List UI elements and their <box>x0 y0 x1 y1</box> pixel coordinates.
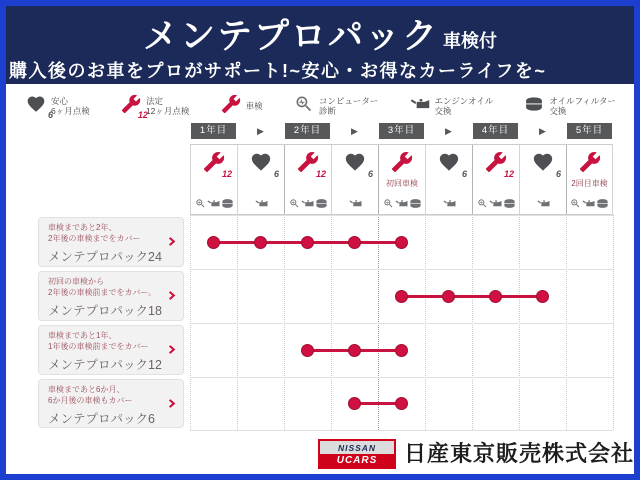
legend-item <box>294 94 379 119</box>
magnifier-icon <box>570 198 581 209</box>
grid-line-horizontal <box>190 269 613 270</box>
plan-description-line1: 車検まであと2年、 <box>48 223 117 232</box>
arrow-right-icon: ▶ <box>539 126 546 136</box>
grid-line-horizontal <box>190 323 613 324</box>
plan-description-line1: 車検まであと6か月、 <box>48 385 125 394</box>
oil-can-icon <box>349 197 362 210</box>
coverage-dot <box>348 344 361 357</box>
oil-can-icon <box>410 94 430 114</box>
oil-filter-icon <box>409 197 422 210</box>
oil-can-icon <box>537 197 550 210</box>
company-name: 日産東京販売株式会社 <box>404 441 634 466</box>
coverage-dot <box>442 290 455 303</box>
legend-item <box>524 94 616 119</box>
legend-item-label: 法定 12ヶ月点検 <box>145 95 190 116</box>
inspection-caption: 2回目車検 <box>571 179 608 188</box>
legend-item-label: オイルフィルター 交換 <box>549 95 616 116</box>
page <box>6 6 634 474</box>
service-icons-row <box>570 197 609 210</box>
magnifier-icon <box>294 94 314 114</box>
plan-name: メンテプロパック18 <box>48 303 162 318</box>
legend-bar <box>6 90 634 122</box>
ucars-logo-text: UCARS <box>320 454 394 467</box>
coverage-dot <box>395 236 408 249</box>
arrow-right-icon: ▶ <box>445 126 452 136</box>
oil-filter-icon <box>315 197 328 210</box>
oil-filter-icon <box>503 197 516 210</box>
year-tab: 4年目 <box>473 123 518 139</box>
oil-filter-icon <box>524 94 544 114</box>
chevron-right-icon <box>166 398 177 409</box>
icon-count-badge: 12 <box>315 169 326 179</box>
coverage-dot <box>536 290 549 303</box>
coverage-dot <box>395 290 408 303</box>
grid-line-horizontal <box>190 215 613 216</box>
plan-description-line2: 1年後の車検前までをカバー <box>48 341 149 351</box>
page-title: メンテプロパック <box>142 17 439 57</box>
plan-name: メンテプロパック6 <box>48 411 155 426</box>
oil-can-icon <box>255 197 268 210</box>
timeline-header-cells <box>190 144 613 215</box>
chevron-right-icon <box>166 344 177 355</box>
grid-line-horizontal <box>190 430 613 431</box>
arrow-right-icon: ▶ <box>351 126 358 136</box>
wrench-icon <box>391 151 413 173</box>
page-subtitle: 購入後のお車をプロがサポート!~安心・お得なカーライフを~ <box>9 61 547 81</box>
timeline-column-header <box>425 145 472 214</box>
oil-can-icon <box>395 197 408 210</box>
plan-description-line2: 2年後の車検前までをカバー。 <box>48 287 157 297</box>
plan-description-line2: 6か月後の車検もカバー <box>48 395 133 405</box>
oil-can-icon <box>489 197 502 210</box>
legend-item-label: 安心 6ヶ月点検 <box>51 95 90 116</box>
icon-count-badge: 12 <box>137 109 148 120</box>
legend-item <box>26 94 90 119</box>
year-tab: 3年目 <box>379 123 424 139</box>
timeline-column-header <box>566 145 613 214</box>
icon-count-badge: 6 <box>461 169 467 179</box>
timeline-column-header <box>190 145 237 214</box>
heart-icon <box>26 94 46 114</box>
magnifier-icon <box>383 198 394 209</box>
plan-description-line1: 初回の車検から <box>48 277 104 286</box>
heart-icon <box>344 151 366 173</box>
timeline-column-header <box>472 145 519 214</box>
nissan-ucars-logo <box>318 439 396 469</box>
plan-row-label[interactable] <box>38 271 184 321</box>
icon-count-badge: 6 <box>367 169 373 179</box>
coverage-line <box>402 295 543 298</box>
oil-filter-icon <box>596 197 609 210</box>
chevron-right-icon <box>166 236 177 247</box>
header-banner <box>6 6 634 84</box>
service-icons-row <box>349 197 362 210</box>
magnifier-icon <box>195 198 206 209</box>
oil-can-icon <box>207 197 220 210</box>
coverage-dot <box>254 236 267 249</box>
coverage-dot <box>207 236 220 249</box>
plan-row-label[interactable] <box>38 217 184 267</box>
service-icons-row <box>383 197 422 210</box>
chevron-right-icon <box>166 290 177 301</box>
legend-item <box>121 94 189 119</box>
service-icons-row <box>477 197 516 210</box>
year-tab: 1年目 <box>191 123 236 139</box>
heart-icon <box>250 151 272 173</box>
plan-name: メンテプロパック24 <box>48 249 162 264</box>
year-tab: 2年目 <box>285 123 330 139</box>
grid-line-horizontal <box>190 377 613 378</box>
arrow-right-icon: ▶ <box>257 126 264 136</box>
coverage-dot <box>395 344 408 357</box>
service-icons-row <box>195 197 234 210</box>
heart-icon <box>532 151 554 173</box>
year-tab: 5年目 <box>567 123 612 139</box>
plan-description-line2: 2年後の車検までをカバー <box>48 233 141 243</box>
oil-can-icon <box>301 197 314 210</box>
wrench-icon <box>221 94 241 114</box>
nissan-logo-text: NISSAN <box>320 441 394 454</box>
timeline-column-header <box>284 145 331 214</box>
service-icons-row <box>443 197 456 210</box>
plan-row-label[interactable] <box>38 379 184 428</box>
legend-item <box>410 94 494 119</box>
legend-item-label: 車検 <box>245 100 263 111</box>
coverage-dot <box>301 236 314 249</box>
coverage-dot <box>395 397 408 410</box>
legend-item <box>221 94 263 119</box>
service-icons-row <box>537 197 550 210</box>
timeline-column-header <box>237 145 284 214</box>
inspection-caption: 初回車検 <box>386 179 418 188</box>
coverage-dot <box>489 290 502 303</box>
icon-count-badge: 12 <box>503 169 514 179</box>
legend-item-label: エンジンオイル 交換 <box>434 95 494 116</box>
magnifier-icon <box>477 198 488 209</box>
service-icons-row <box>289 197 328 210</box>
title-row <box>6 6 634 56</box>
coverage-dot <box>348 397 361 410</box>
plan-name: メンテプロパック12 <box>48 357 162 372</box>
icon-count-badge: 12 <box>221 169 232 179</box>
oil-filter-icon <box>221 197 234 210</box>
service-icons-row <box>255 197 268 210</box>
icon-count-badge: 6 <box>555 169 561 179</box>
plan-description-line1: 車検まであと1年、 <box>48 331 117 340</box>
magnifier-icon <box>289 198 300 209</box>
plan-row-label[interactable] <box>38 325 184 375</box>
timeline-column-header <box>519 145 566 214</box>
timeline-column-header <box>331 145 378 214</box>
legend-item-label: コンピューター 診断 <box>318 95 379 116</box>
timeline-column-header <box>378 145 425 214</box>
coverage-dot <box>348 236 361 249</box>
coverage-dot <box>301 344 314 357</box>
grid-line-vertical <box>613 215 614 430</box>
page-title-suffix: 車検付 <box>443 31 497 51</box>
icon-count-badge: 6 <box>273 169 279 179</box>
oil-can-icon <box>443 197 456 210</box>
icon-count-badge: 6 <box>47 109 53 120</box>
wrench-icon <box>579 151 601 173</box>
heart-icon <box>438 151 460 173</box>
oil-can-icon <box>582 197 595 210</box>
